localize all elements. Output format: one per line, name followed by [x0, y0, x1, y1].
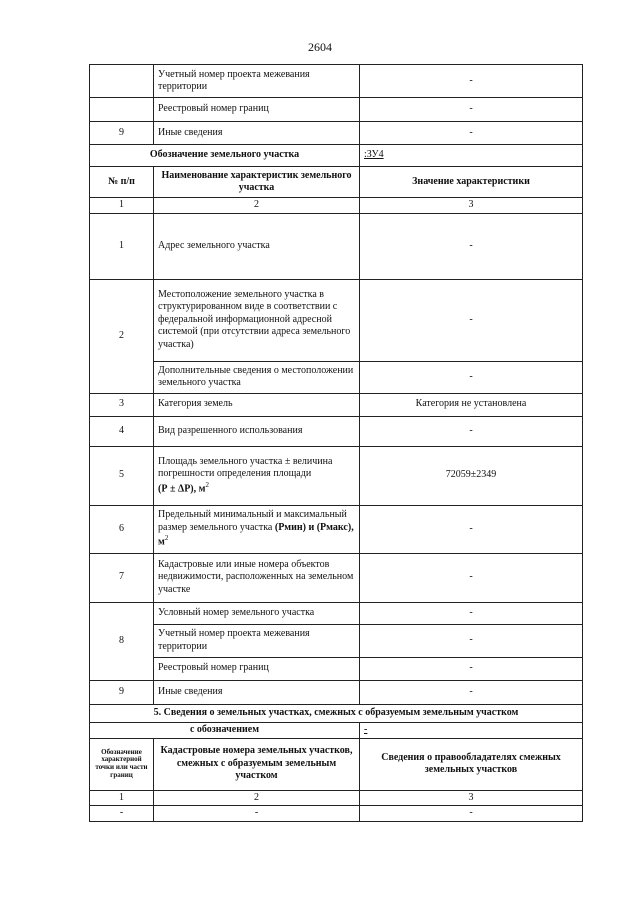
header-value: Значение характеристики — [360, 167, 583, 198]
designation-value — [360, 145, 583, 167]
row-value: - — [360, 122, 583, 145]
row-number: 2 — [90, 279, 154, 393]
row-value: - — [360, 680, 583, 704]
table-row — [90, 505, 583, 553]
row-number: 4 — [90, 416, 154, 446]
row-value: - — [90, 806, 154, 822]
row-value: - — [360, 416, 583, 446]
table-row — [90, 98, 583, 122]
section-title-row — [90, 704, 583, 722]
row-label: Иные сведения — [154, 680, 360, 704]
row-label: Местоположение земельного участка в структурированном виде в соответствии с федеральной информационной адресной системой (при отсутствии адреса земельного участка) — [154, 279, 360, 361]
header-cadastral: Кадастровые номера земельных участков, смежных с образуемым земельным участком — [154, 738, 360, 790]
row-number: 5 — [90, 446, 154, 505]
row-value: - — [360, 361, 583, 393]
index-3: 3 — [360, 198, 583, 214]
table-row — [90, 602, 583, 624]
row-number: 9 — [90, 680, 154, 704]
header-owners: Сведения о правообладателях смежных земельных участков — [360, 738, 583, 790]
row-value: - — [360, 806, 583, 822]
row-value: - — [360, 602, 583, 624]
page-number: 2604 — [308, 40, 332, 54]
designation-text: :ЗУ4 — [364, 149, 384, 161]
row-label: Вид разрешенного использования — [154, 416, 360, 446]
superscript: 2 — [205, 480, 209, 489]
row-value: Категория не установлена — [360, 393, 583, 416]
index-3: 3 — [360, 790, 583, 806]
row-label: Иные сведения — [154, 122, 360, 145]
empty-cell — [90, 65, 154, 98]
row-value: 72059±2349 — [360, 446, 583, 505]
row-label-cell — [154, 505, 360, 553]
row-label: Категория земель — [154, 393, 360, 416]
table-row — [90, 446, 583, 505]
index-2: 2 — [154, 198, 360, 214]
row-number: 1 — [90, 213, 154, 279]
table-row — [90, 680, 583, 704]
header-point: Обозначение характерной точки или части границ — [90, 738, 154, 790]
designation-text: - — [364, 723, 368, 735]
row-label: Дополнительные сведения о местоположении земельного участка — [154, 361, 360, 393]
superscript: 2 — [164, 534, 169, 543]
row-value: - — [360, 279, 583, 361]
row-label: Учетный номер проекта межевания территории — [154, 65, 360, 98]
header-row — [90, 738, 583, 790]
row-number: 3 — [90, 393, 154, 416]
index-1: 1 — [90, 198, 154, 214]
table-row — [90, 361, 583, 393]
table-row — [90, 806, 583, 822]
section-title: 5. Сведения о земельных участках, смежных с образуемым земельным участком — [90, 704, 583, 722]
header-num: № п/п — [90, 167, 154, 198]
row-label: Кадастровые или иные номера объектов недвижимости, расположенных на земельном участке — [154, 553, 360, 602]
table-row — [90, 393, 583, 416]
table-row — [90, 65, 583, 98]
index-row — [90, 198, 583, 214]
row-value: - — [360, 505, 583, 553]
designation-value — [360, 722, 583, 738]
header-row — [90, 167, 583, 198]
row-label: Площадь земельного участка ± величина погрешности определения площади — [158, 455, 333, 480]
header-name: Наименование характеристик земельного участка — [154, 167, 360, 198]
row-label: Адрес земельного участка — [154, 213, 360, 279]
row-value: - — [360, 624, 583, 657]
row-value: - — [360, 98, 583, 122]
empty-cell — [90, 98, 154, 122]
row-label: Реестровый номер границ — [154, 98, 360, 122]
designation-row — [90, 722, 583, 738]
table-row — [90, 624, 583, 657]
row-value: - — [360, 65, 583, 98]
table-row — [90, 122, 583, 145]
designation-row — [90, 145, 583, 167]
row-label-cell — [154, 446, 360, 505]
row-number: 9 — [90, 122, 154, 145]
parcel-characteristics-table — [89, 64, 583, 822]
row-label: Условный номер земельного участка — [154, 602, 360, 624]
row-label: Учетный номер проекта межевания территории — [154, 624, 360, 657]
row-value: - — [360, 657, 583, 680]
row-number: 6 — [90, 505, 154, 553]
index-row — [90, 790, 583, 806]
row-number: 8 — [90, 602, 154, 680]
row-number: 7 — [90, 553, 154, 602]
row-value: - — [360, 553, 583, 602]
table-row — [90, 416, 583, 446]
row-label-formula: (Р ± ΔР), м — [158, 482, 206, 494]
table-row — [90, 213, 583, 279]
table-row — [90, 657, 583, 680]
row-value: - — [154, 806, 360, 822]
index-2: 2 — [154, 790, 360, 806]
index-1: 1 — [90, 790, 154, 806]
row-label: Реестровый номер границ — [154, 657, 360, 680]
table-row — [90, 279, 583, 361]
row-label: Предельный минимальный и максимальный размер земельного участка — [158, 509, 347, 533]
designation-label: с обозначением — [90, 722, 360, 738]
row-value: - — [360, 213, 583, 279]
designation-label: Обозначение земельного участка — [90, 145, 360, 167]
table-row — [90, 553, 583, 602]
row-label-formula: (Рмин) и (Рмакс), м — [158, 521, 354, 548]
